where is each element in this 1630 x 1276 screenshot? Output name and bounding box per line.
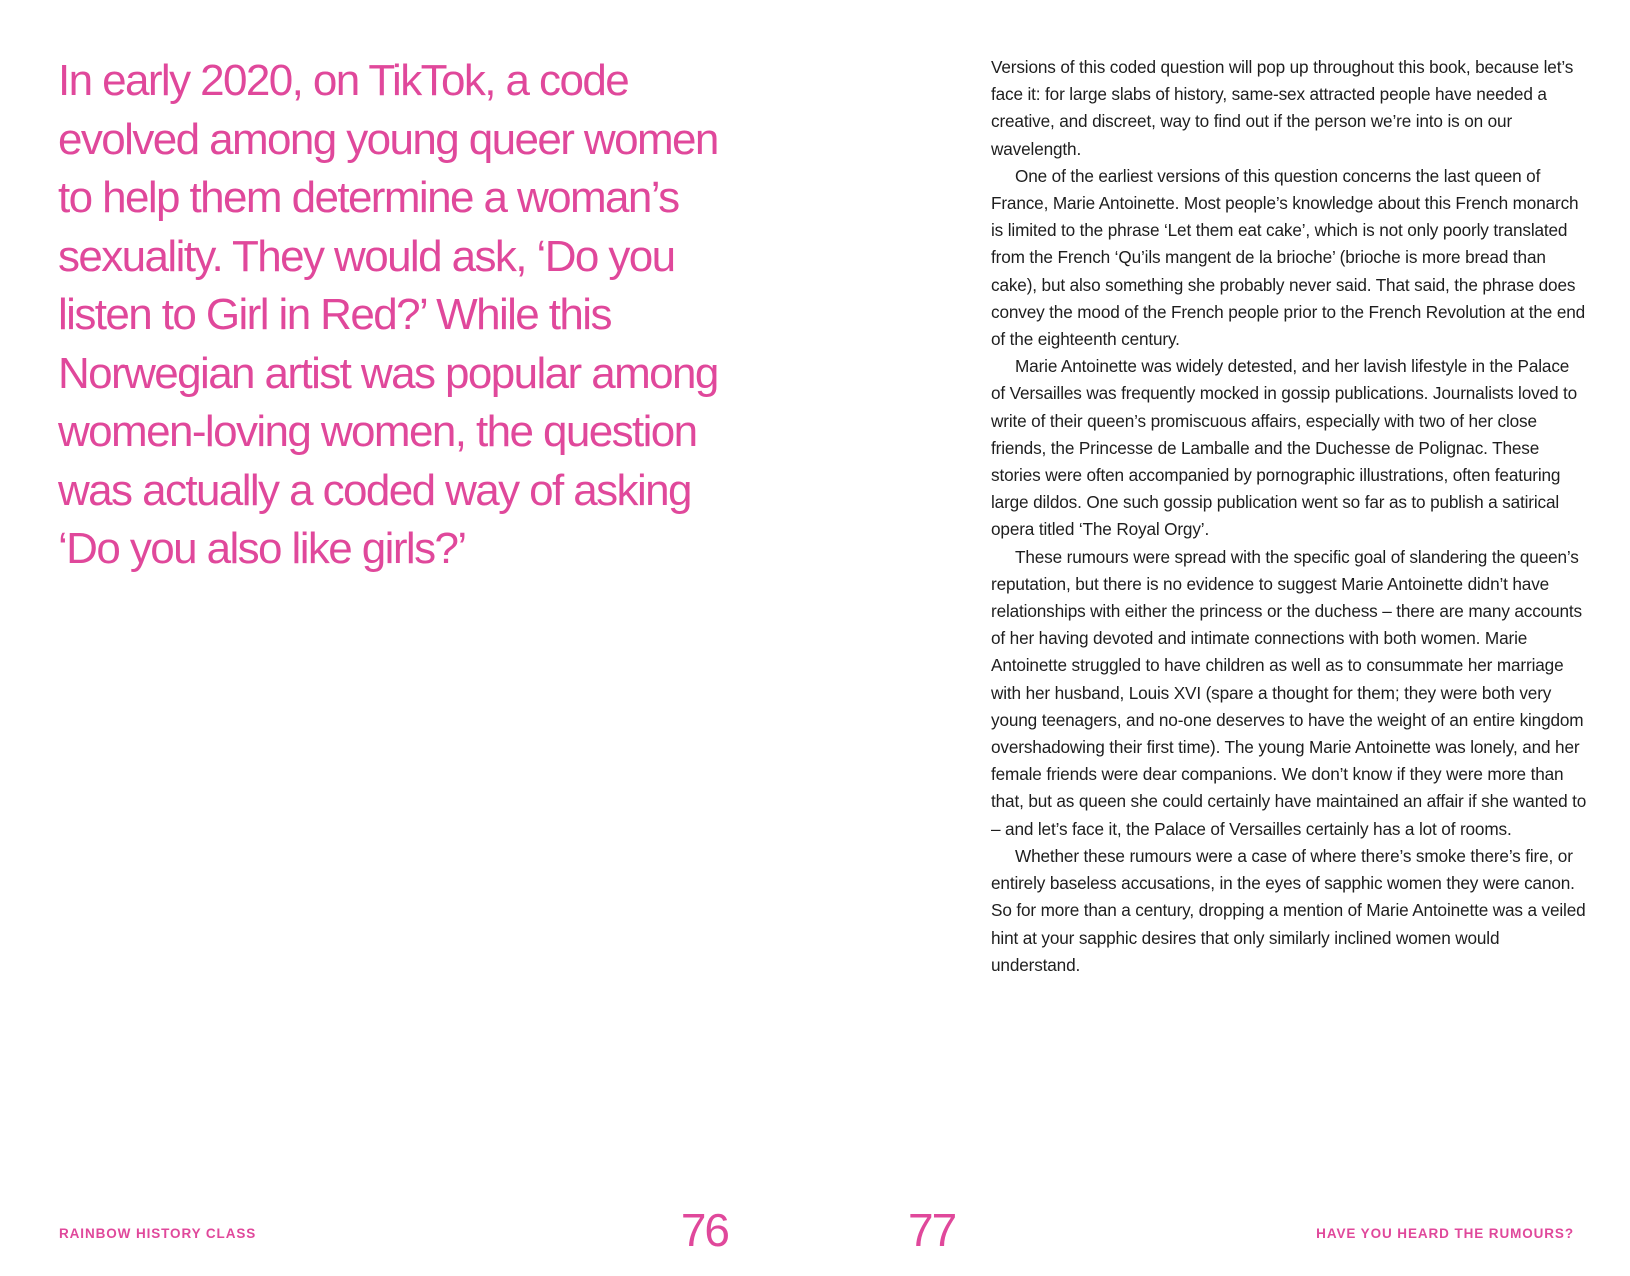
paragraph: These rumours were spread with the specific goal of slandering the queen’s reputation, but there is no evidence to suggest Marie Antoinette didn’t have relationships with either the princess or the duchess – there are many accounts of her having devoted and intimate connections with both women. Marie Antoinette struggled to have children as well as to consummate her marriage with her husband, Louis XVI (spare a thought for them; they were both very young teenagers, and no-one deserves to have the weight of an entire kingdom overshadowing their first time). The young Marie Antoinette was lonely, and her female friends were dear companions. We don’t know if they were more than that, but as queen she could certainly have maintained an affair if she wanted to – and let’s face it, the Palace of Versailles certainly has a lot of rooms. (991, 546, 1587, 839)
paragraph: Marie Antoinette was widely detested, and her lavish lifestyle in the Palace of Versailles was frequently mocked in gossip publications. Journalists loved to write of their queen’s promiscuous affairs, especially with two of her close friends, the Princesse de Lamballe and the Duchesse de Polignac. These stories were often accompanied by pornographic illustrations, often featuring large dildos. One such gossip publication went so far as to publish a satirical opera titled ‘The Royal Orgy’. (991, 356, 1578, 540)
running-head-book-title: RAINBOW HISTORY CLASS (59, 1226, 257, 1241)
paragraph: Versions of this coded question will pop up throughout this book, because let’s face it: for large slabs of history, same-sex attracted people have needed a creative, and discreet, way to find out if the person we’re into is on our wavelength. (991, 57, 1574, 159)
body-text (991, 54, 1587, 979)
page-number-right: 77 (908, 1204, 956, 1256)
pull-quote: In early 2020, on TikTok, a code evolved among young queer women to help them determine a woman’s sexuality. They would ask, ‘Do you listen to Girl in Red?’ While this Norwegian artist was popular among women-loving women, the question was actually a coded way of asking ‘Do you also like girls?’ (58, 56, 718, 573)
paragraph: One of the earliest versions of this question concerns the last queen of France, Marie Antoinette. Most people’s knowledge about this French monarch is limited to the phrase ‘Let them eat cake’, which is not only poorly translated from the French ‘Qu’ils mangent de la brioche’ (brioche is more bread than cake), but also something she probably never said. That said, the phrase does convey the mood of the French people prior to the French Revolution at the end of the eighteenth century. (991, 165, 1586, 350)
running-head-chapter-title: HAVE YOU HEARD THE RUMOURS? (1316, 1226, 1574, 1241)
page-number-left: 76 (680, 1204, 728, 1256)
paragraph: Whether these rumours were a case of where there’s smoke there’s fire, or entirely baseless accusations, in the eyes of sapphic women they were canon. So for more than a century, dropping a mention of Marie Antoinette was a veiled hint at your sapphic desires that only similarly inclined women would understand. (991, 845, 1586, 975)
right-page (815, 0, 1630, 1276)
